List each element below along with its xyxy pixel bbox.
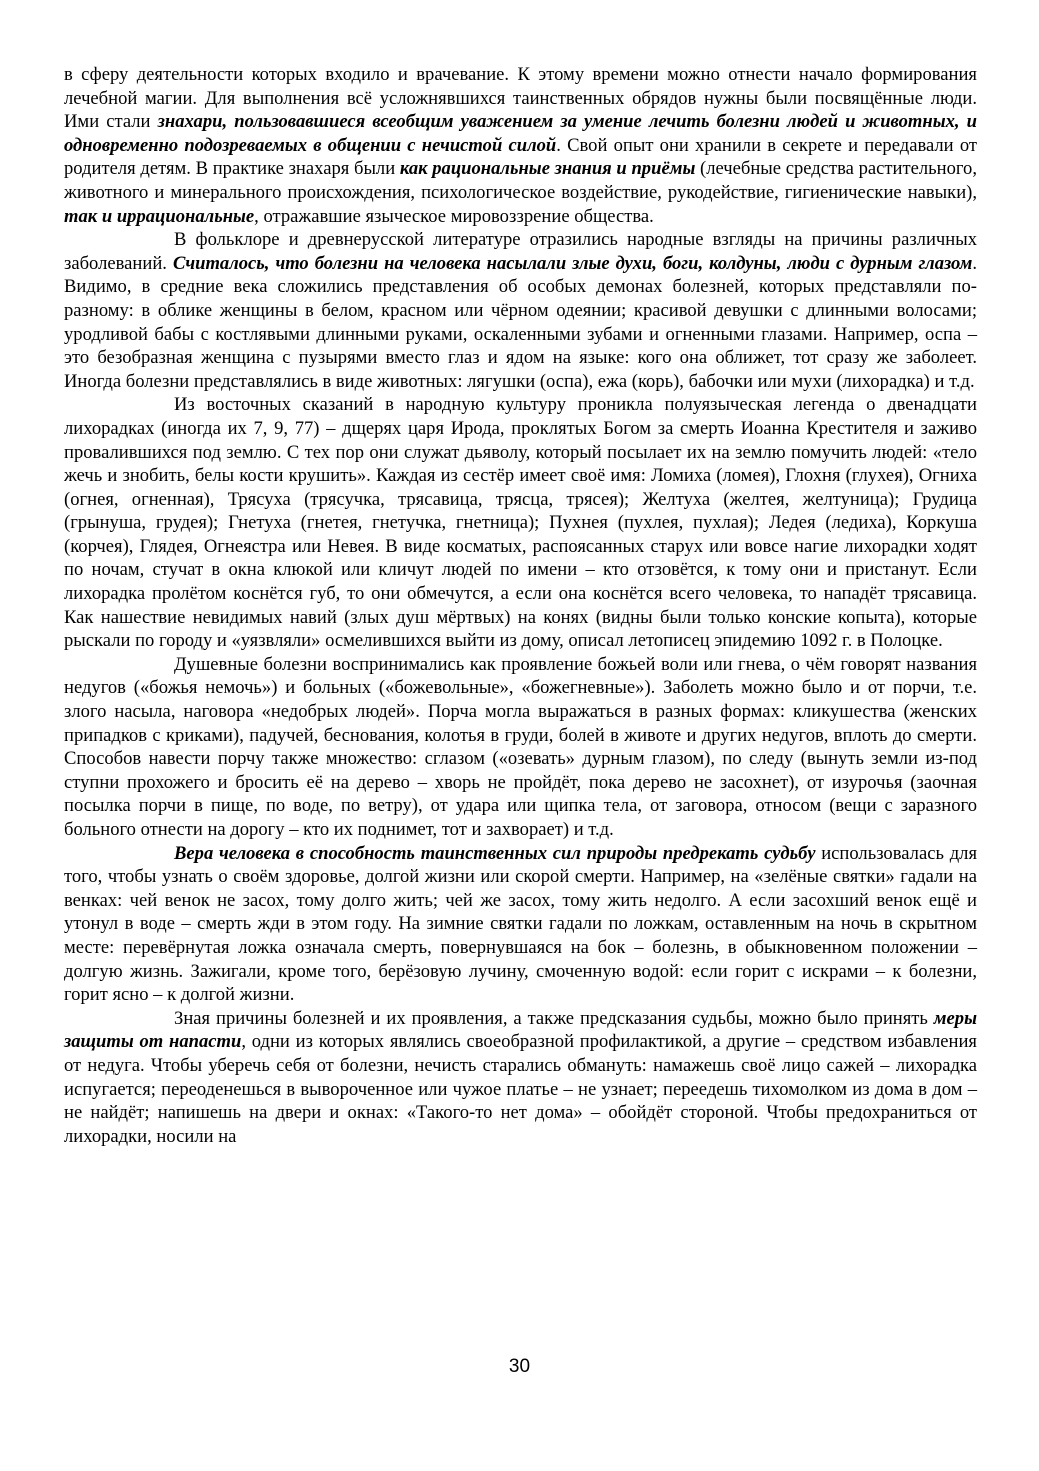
emphasis-text: так и иррациональные [64,205,255,227]
paragraph [64,63,977,228]
text-run: Из восточных сказаний в народную культуру проникла полуязыческая легенда о двенадцати лихорадках (иногда их 7, 9, 77) – дщерях царя Ирода, проклятых Богом за смерть Иоанна Крестителя и заживо провалившихся под землю. С тех пор они служат дьяволу, который посылает их на землю помучить людей: «тело жечь и знобить, белы кости крушить». Каждая из сестёр имеет своё имя: Ломиха (ломея), Глохня (глухея), Огниха (огнея, огненная), Трясуха (трясучка, трясавица, трясца, трясея); Желтуха (желтея, желтуница); Грудица (грынуша, грудея); Гнетуха (гнетея, гнетучка, гнетница); Пухнея (пухлея, пухлая); Ледея (ледиха), Коркуша (корчея), Глядея, Огнеястра или Невея. В виде косматых, распоясанных старух или вовсе нагие лихорадки ходят по ночам, стучат в окна клюкой или кличут людей по имени – кто отзовётся, к тому они и пристанут. Если лихорадка пролётом коснётся губ, то они обмечутся, а если она коснётся всего человека, то нападёт трясавица. Как нашествие невидимых навий (злых душ мёртвых) на конях (видны были только конские копыта), которые рыскали по городу и «уязвляли» осмелившихся выйти из дому, описал летописец эпидемию 1092 г. в Полоцке. [64,394,977,652]
text-run: использовалась для того, чтобы узнать о своём здоровье, долгой жизни или скорой смерти. Например, на «зелёные святки» гадали на венках: чей венок не засох, тому долго жить; чей же засох, тому жить недолго. А если засохший венок ещё и утонул в воде – смерть жди в этом году. На зимние святки гадали по ложкам, оставленным на ночь в скрытном месте: перевёрнутая ложка означала смерть, повернувшаяся на бок – болезнь, в обыкновенном положении – долгую жизнь. Зажигали, кроме того, берёзовую лучину, смоченную водой: если горит с искрами – к болезни, горит ясно – к долгой жизни. [64,842,977,1006]
text-run: , отражавшие языческое мировоззрение общества. [254,205,654,227]
emphasis-text: Вера человека в способность таинственных сил природы предрекать судьбу [174,842,816,864]
paragraph [64,393,977,653]
paragraph [64,1007,977,1149]
emphasis-text: Считалось, что болезни на человека насылали злые духи, боги, колдуны, люди с дурным глазом [172,252,973,274]
text-run: Зная причины болезней и их проявления, а также предсказания судьбы, можно было принять [174,1007,934,1029]
text-run: . Свой опыт они хранили в секрете и передавали от родителя детям. В практике знахаря были [64,134,977,180]
text-run: , одни из которых являлись своеобразной профилактикой, а другие – средством избавления от недуга. Чтобы уберечь себя от болезни, нечисть старались обмануть: намажешь своё лицо сажей – лихорадка испугается; переоденешься в вывороченное или чужое платье – не узнает; переедешь тихомолком из дома в дом – не найдёт; напишешь на двери и окнах: «Такого-то нет дома» – обойдёт стороной. Чтобы предохраниться от лихорадки, носили на [64,1031,977,1147]
text-run: . Видимо, в средние века сложились представления об особых демонах болезней, которых представляли по-разному: в облике женщины в белом, красном или чёрном одеянии; красивой девушки с длинными волосами; уродливой бабы с костлявыми длинными руками, оскаленными зубами и огненными глазами. Например, оспа – это безобразная женщина с пузырями вместо глаз и ядом на языке: кого она оближет, тот сразу же заболеет. Иногда болезни представлялись в виде животных: лягушки (оспа), ежа (корь), бабочки или мухи (лихорадка) и т.д. [64,252,977,392]
body-text [64,63,977,1148]
emphasis-text: как рациональные знания и приёмы [399,158,696,180]
page-number: 30 [508,1356,531,1377]
emphasis-text: знахари, пользовавшиеся всеобщим уважением за умение лечить болезни людей и животных, и одновременно подозреваемых в общении с нечистой силой [64,111,978,156]
emphasis-text: меры защиты от напасти [64,1007,977,1053]
text-run: в сферу деятельности которых входило и врачевание. К этому времени можно отнести начало формирования лечебной магии. Для выполнения всё усложнявшихся таинственных обрядов нужны были посвящённые люди. Ими стали [64,64,977,133]
paragraph [64,228,977,393]
text-run: В фольклоре и древнерусской литературе отразились народные взгляды на причины различных заболеваний. [64,229,977,274]
text-run: Душевные болезни воспринимались как проявление божьей воли или гнева, о чём говорят названия недугов («божья немочь») и больных («божевольные», «божегневные»). Заболеть можно было и от порчи, т.е. злого насыла, наговора «недобрых людей». Порча могла выражаться в разных формах: кликушества (женских припадков с криками), падучей, беснования, колотья в груди, болей в животе и других недугов, вплоть до смерти. Способов навести порчу также множество: сглазом («озевать» дурным глазом), по следу (вынуть земли из-под ступни прохожего и бросить её на дерево – хворь не пройдёт, пока дерево не засохнет), от изурочья (заочная посылка порчи в пище, по воде, по ветру), от удара или щипка тела, от заговора, относом (вещи с заразного больного отнести на дорогу – кто их поднимет, тот и захворает) и т.д. [64,653,977,840]
paragraph [64,653,977,842]
text-run: (лечебные средства растительного, животного и минерального происхождения, психологическое воздействие, рукодействие, гигиенические навыки), [64,158,977,203]
paragraph [64,842,977,1007]
